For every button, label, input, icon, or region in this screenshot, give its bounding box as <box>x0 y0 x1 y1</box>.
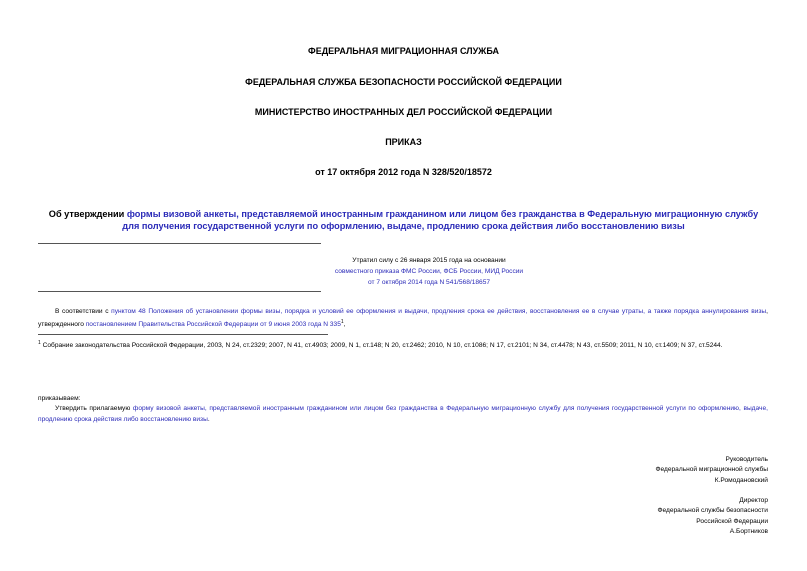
signature-line: Федеральной службы безопасности <box>657 507 768 515</box>
status-note-date-link[interactable]: от 7 октября 2014 года N 541/568/18657 <box>367 279 491 286</box>
footnote-mark: 1 <box>38 340 41 346</box>
agency-mid: МИНИСТЕРСТВО ИНОСТРАННЫХ ДЕЛ РОССИЙСКОЙ ФЕДЕРАЦИИ <box>254 107 553 117</box>
title-link[interactable]: формы визовой анкеты, представляемой иностранным гражданином или лицом без гражданства в Федеральную миграционную службу для получения государственной услуги по оформлению, выдаче, продлению срока действия либо восстановлению визы <box>122 209 759 231</box>
status-note <box>250 255 608 288</box>
basis-text-start: В соответствии с <box>55 308 112 315</box>
document-title <box>40 208 767 232</box>
signature-line: Директор <box>739 497 768 504</box>
order-word: приказываем: <box>38 395 81 402</box>
signature-line: Руководитель <box>725 456 768 463</box>
visa-form-link[interactable]: форму визовой анкеты, представляемой иностранным гражданином или лицом без гражданства в Федеральную миграционную службу для получения государственной услуги по оформлению, выдаче, продлению срока действия либо восстановлению визы <box>38 405 768 423</box>
basis-text-end: , <box>343 321 346 329</box>
document-date-number: от 17 октября 2012 года N 328/520/18572 <box>315 167 492 177</box>
footnote-text: Собрание законодательства Российской Федерации, 2003, N 24, ст.2329; 2007, N 41, ст.4903; 2009, N 1, ст.148; N 20, ст.2462; 2010, N 10, ст.1086; N 17, ст.2101; N 34, ст.4478; N 43, ст.5509; 2011, N 10, ст.1409; N 37, ст.5244. <box>40 342 723 350</box>
signature-line: К.Ромодановский <box>714 476 768 484</box>
agency-fsb: ФЕДЕРАЛЬНАЯ СЛУЖБА БЕЗОПАСНОСТИ РОССИЙСКОЙ ФЕДЕРАЦИИ <box>245 77 562 87</box>
agency-fms: ФЕДЕРАЛЬНАЯ МИГРАЦИОННАЯ СЛУЖБА <box>308 46 499 56</box>
document-type: ПРИКАЗ <box>385 137 422 147</box>
signature-line: А.Бортников <box>729 528 768 536</box>
divider-bottom <box>38 291 321 292</box>
signature-line: Российской Федерации <box>696 517 768 525</box>
divider-top <box>38 243 321 244</box>
signature-line: Федеральной миграционной службы <box>655 466 768 474</box>
basis-text-mid: , утвержденного <box>38 308 769 329</box>
status-note-line1: Утратил силу с 26 января 2015 года на основании <box>352 257 506 264</box>
title-prefix: Об утверждении <box>48 209 127 219</box>
approve-text-end: . <box>207 416 210 423</box>
government-decree-link[interactable]: постановлением Правительства Российской Федерации от 9 июня 2003 года N 335 <box>85 321 341 329</box>
paragraph-basis <box>38 306 768 330</box>
footnote-divider <box>38 334 328 335</box>
paragraph-approve <box>38 403 768 425</box>
footnote-ref: 1 <box>340 319 344 325</box>
status-note-order-link[interactable]: совместного приказа ФМС России, ФСБ России, МИД России <box>334 268 524 275</box>
signature-fms <box>468 455 768 486</box>
footnote <box>38 337 768 352</box>
regulation-link[interactable]: пунктом 48 Положения об установлении формы визы, порядка и условий ее оформления и выдачи, продления срока ее действия, восстановления ее в случае утраты, а также порядка аннулирования визы <box>111 308 767 315</box>
signature-fsb <box>468 496 768 538</box>
approve-text-start: Утвердить прилагаемую <box>55 405 133 412</box>
